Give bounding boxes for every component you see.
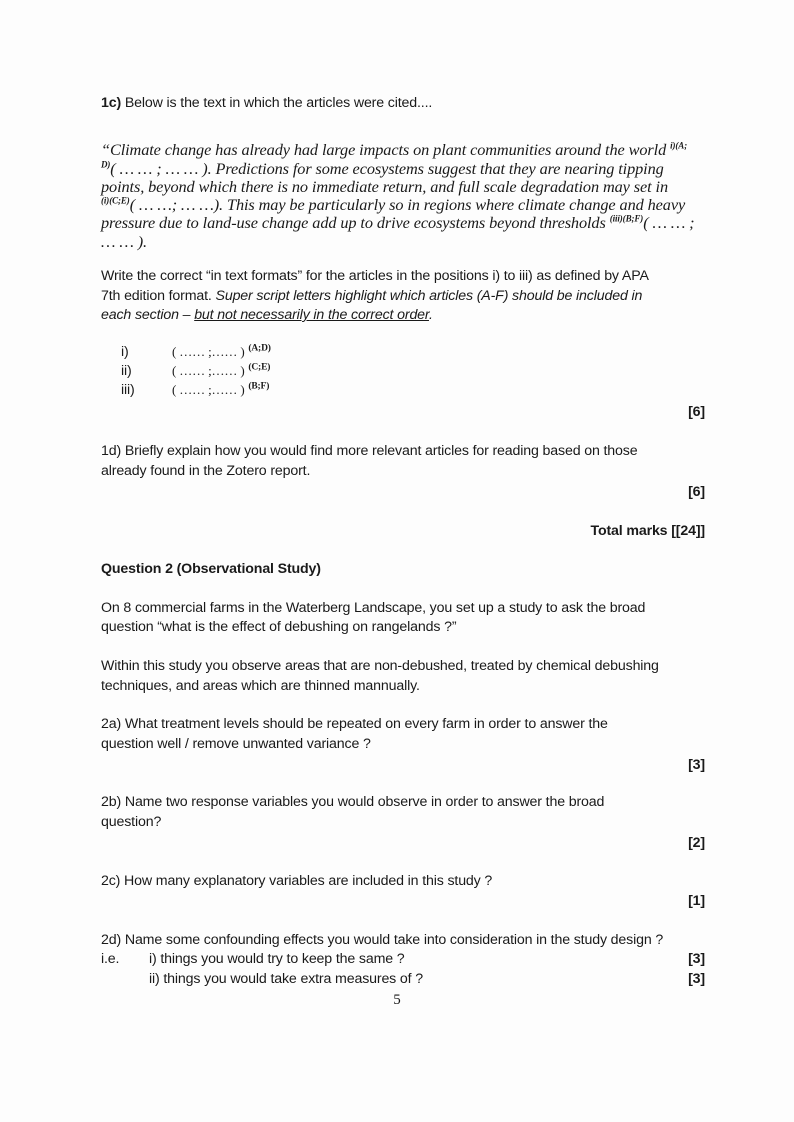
citation-articles: (C;E)	[248, 362, 271, 373]
question-2b-line-2: question?	[101, 814, 162, 830]
question-2a-marks: [3]	[688, 757, 705, 773]
question-2b-marks: [2]	[688, 835, 705, 851]
question-2a-line-1: 2a) What treatment levels should be repeated on every farm in order to answer the	[101, 716, 608, 732]
quote-line-5b: ( … … ;	[643, 213, 695, 232]
question-1d-line-2: already found in the Zotero report.	[101, 463, 311, 479]
citation-item	[121, 363, 270, 379]
question-2-para-2-line-2: techniques, and areas which are thinned mannually.	[101, 678, 420, 694]
citation-blank: ( …… ;…… )	[172, 382, 245, 397]
citation-label: iii)	[121, 382, 135, 398]
total-marks: Total marks [[24]]	[590, 523, 705, 539]
citation-label: ii)	[121, 363, 132, 379]
quote-line-3: points, beyond which there is no immediate return, and full scale degradation may set in	[101, 177, 668, 196]
question-2b-line-1: 2b) Name two response variables you would observe in order to answer the broad	[101, 794, 605, 810]
quote-line-5: pressure due to land-use change add up to drive ecosystems beyond thresholds	[101, 213, 610, 232]
question-2d-sub-1: i) things you would try to keep the same ?	[149, 951, 405, 967]
citation-articles: (A;D)	[248, 343, 271, 354]
question-1d-marks: [6]	[688, 484, 705, 500]
citation-label: i)	[121, 344, 129, 360]
question-2d-line-1: 2d) Name some confounding effects you would take into consideration in the study design ?	[101, 932, 664, 948]
question-2d-sub-1-marks: [3]	[688, 951, 705, 967]
question-2c-marks: [1]	[688, 893, 705, 909]
quote-line-2: ( … … ; … … ). Predictions for some ecosystems suggest that they are nearing tipping	[110, 159, 664, 178]
question-2d-ie: i.e.	[101, 951, 120, 967]
instruction-underlined-note: but not necessarily in the correct order	[194, 307, 429, 323]
quote-line-1: “Climate change has already had large impacts on plant communities around the world	[101, 140, 671, 159]
instruction-line-2: 7th edition format.	[101, 288, 216, 304]
citation-item	[121, 344, 271, 360]
quote-superscript-1b: D)	[101, 159, 111, 170]
question-2-para-1-line-1: On 8 commercial farms in the Waterberg Landscape, you set up a study to ask the broad	[101, 600, 646, 616]
quote-superscript-2: (i)(C;E)	[101, 195, 130, 206]
question-2c-line-1: 2c) How many explanatory variables are included in this study ?	[101, 873, 493, 889]
question-2-title: Question 2 (Observational Study)	[101, 561, 321, 577]
question-2-para-1-line-2: question “what is the effect of debushing on rangelands ?”	[101, 619, 457, 635]
question-2-para-2-line-1: Within this study you observe areas that are non-debushed, treated by chemical debushing	[101, 658, 659, 674]
question-1d-line-1: 1d) Briefly explain how you would find more relevant articles for reading based on those	[101, 443, 638, 459]
quote-line-6: … … ).	[101, 232, 147, 251]
citation-blank: ( …… ;…… )	[172, 344, 245, 359]
citation-blank: ( …… ;…… )	[172, 363, 245, 378]
question-1c-marks: [6]	[688, 404, 705, 420]
citation-articles: (B;F)	[248, 381, 270, 392]
page-number: 5	[393, 992, 401, 1008]
question-2d-sub-2: ii) things you would take extra measures of ?	[149, 971, 423, 987]
question-1c-intro-text: Below is the text in which the articles were cited....	[121, 95, 433, 111]
instruction-line-3-italic: each section –	[101, 307, 195, 323]
question-1c-intro	[101, 95, 432, 111]
question-2d-sub-2-marks: [3]	[688, 971, 705, 987]
quote-superscript-3: (iii)(B;F)	[609, 213, 644, 224]
citation-item	[121, 382, 269, 398]
instruction-line-2-italic: Super script letters highlight which articles (A-F) should be included in	[215, 288, 643, 304]
quote-superscript-1a: i)(A;	[670, 140, 688, 151]
quote-line-4: ( … …; … …). This may be particularly so in regions where climate change and heavy	[129, 195, 686, 214]
question-1c-label: 1c)	[101, 95, 122, 111]
question-2a-line-2: question well / remove unwanted variance ?	[101, 736, 371, 752]
instruction-line-1: Write the correct “in text formats” for the articles in the positions i) to iii) as defined by APA	[101, 268, 649, 284]
